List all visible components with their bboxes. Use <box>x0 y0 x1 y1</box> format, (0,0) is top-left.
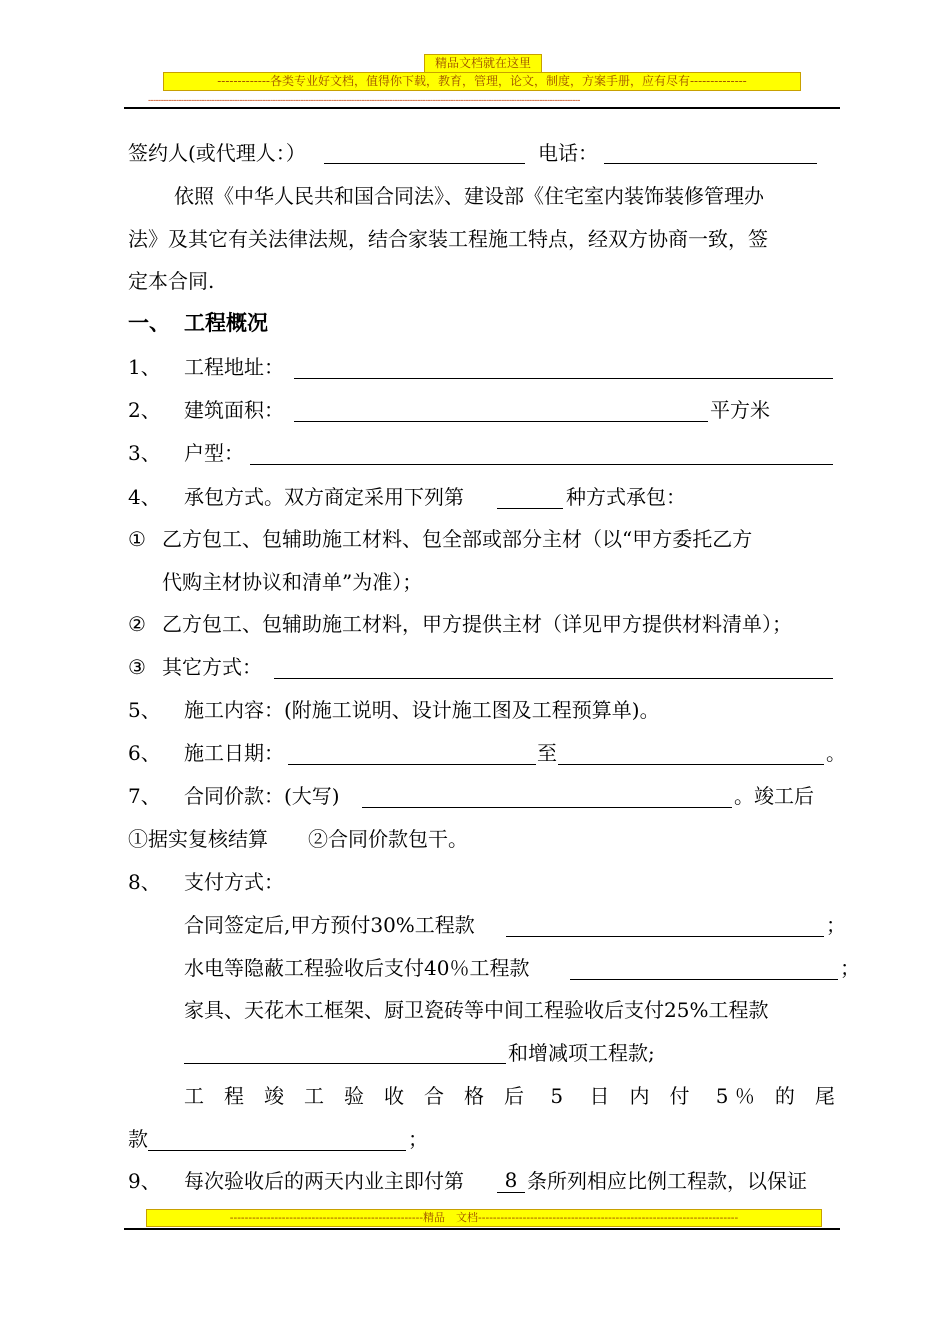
option-2-mark: ② <box>128 612 146 636</box>
payment-2-end: ； <box>840 956 860 980</box>
item-7-num: 7、 <box>128 784 161 808</box>
intro-line-2: 法》及其它有关法律法规，结合家装工程施工特点，经双方协商一致，签 <box>128 227 768 251</box>
option-2-text: 乙方包工、包辅助施工材料，甲方提供主材（详见甲方提供材料清单）； <box>162 612 792 636</box>
item-3-label: 户型： <box>184 441 244 465</box>
item-1-label: 工程地址： <box>184 355 284 379</box>
item-8-num: 8、 <box>128 870 161 894</box>
phone-field[interactable] <box>604 141 817 164</box>
item-2-num: 2、 <box>128 398 161 422</box>
item-1-num: 1、 <box>128 355 161 379</box>
item-3-num: 3、 <box>128 441 161 465</box>
contract-mode-field[interactable] <box>497 486 563 509</box>
item-9-text-a: 每次验收后的两天内业主即付第 <box>184 1169 464 1193</box>
option-3-mark: ③ <box>128 655 146 679</box>
item-7-options: ①据实复核结算 ②合同价款包干。 <box>128 827 468 851</box>
item-6-label: 施工日期： <box>184 741 284 765</box>
header-title: 精品文档就在这里 <box>424 54 542 73</box>
item-8-label: 支付方式： <box>184 870 284 894</box>
item-9-num: 9、 <box>128 1169 161 1193</box>
section-number: 一、 <box>128 310 170 335</box>
item-9-value: 8 <box>497 1168 525 1193</box>
footer-rule <box>124 1228 840 1230</box>
option-1-line-1: 乙方包工、包辅助施工材料、包全部或部分主材（以“甲方委托乙方 <box>162 527 753 551</box>
signer-field[interactable] <box>324 141 525 164</box>
footer-banner: ----------------------------------------------------精品 文档---------------------------------------------------------------------- <box>146 1209 822 1227</box>
item-9-text-b: 条所列相应比例工程款，以保证 <box>527 1169 807 1193</box>
end-date-field[interactable] <box>558 742 824 765</box>
payment-4-end: ； <box>408 1127 428 1151</box>
payment-1-text: 合同签定后,甲方预付30%工程款 <box>184 913 475 937</box>
header-subtitle: -------------各类专业好文档，值得你下载，教育，管理，论文，制度，方案手册，应有尽有-------------- <box>163 72 801 91</box>
item-6-to: 至 <box>537 741 557 765</box>
item-7-label: 合同价款：(大写) <box>184 784 340 808</box>
signer-label: 签约人(或代理人：） <box>128 141 306 165</box>
payment-2-field[interactable] <box>570 957 838 980</box>
payment-4-line-2: 款 <box>128 1127 148 1151</box>
payment-4-field[interactable] <box>148 1128 406 1151</box>
layout-field[interactable] <box>250 442 833 465</box>
start-date-field[interactable] <box>288 742 536 765</box>
option-1-mark: ① <box>128 527 146 551</box>
payment-2-text: 水电等隐蔽工程验收后支付40％工程款 <box>184 956 530 980</box>
item-2-label: 建筑面积： <box>184 398 284 422</box>
section-title: 工程概况 <box>184 310 268 335</box>
item-5-text: 施工内容：(附施工说明、设计施工图及工程预算单)。 <box>184 698 660 722</box>
area-unit: 平方米 <box>710 398 770 422</box>
address-field[interactable] <box>294 356 833 379</box>
payment-1-end: ； <box>826 913 846 937</box>
area-field[interactable] <box>294 399 708 422</box>
intro-line-1: 依照《中华人民共和国合同法》、建设部《住宅室内装饰装修管理办 <box>174 184 764 208</box>
item-4-label: 承包方式。双方商定采用下列第 <box>184 485 464 509</box>
option-3-label: 其它方式： <box>162 655 262 679</box>
payment-1-field[interactable] <box>506 914 824 937</box>
item-4-suffix: 种方式承包： <box>566 485 686 509</box>
payment-3-suffix: 和增减项工程款; <box>508 1041 655 1065</box>
header-rule <box>124 107 840 109</box>
payment-3-field[interactable] <box>184 1041 506 1064</box>
payment-4-text: 工 程 竣 工 验 收 合 格 后 5 日 内 付 5 ％ 的 尾 <box>184 1084 835 1108</box>
intro-line-3: 定本合同. <box>128 269 215 293</box>
option-1-line-2: 代购主材协议和清单”为准）； <box>162 570 423 594</box>
item-6-num: 6、 <box>128 741 161 765</box>
item-5-num: 5、 <box>128 698 161 722</box>
other-mode-field[interactable] <box>274 656 833 679</box>
phone-label: 电话： <box>538 141 598 165</box>
item-4-num: 4、 <box>128 485 161 509</box>
item-7-suffix: 。竣工后 <box>734 784 814 808</box>
item-6-end: 。 <box>826 741 846 765</box>
header-dash-line: -------------------------------------------------------------------------------------------------------------------------------------------------------------------------- <box>148 96 580 106</box>
contract-price-field[interactable] <box>362 785 732 808</box>
payment-3-text: 家具、天花木工框架、厨卫瓷砖等中间工程验收后支付25%工程款 <box>184 998 769 1022</box>
